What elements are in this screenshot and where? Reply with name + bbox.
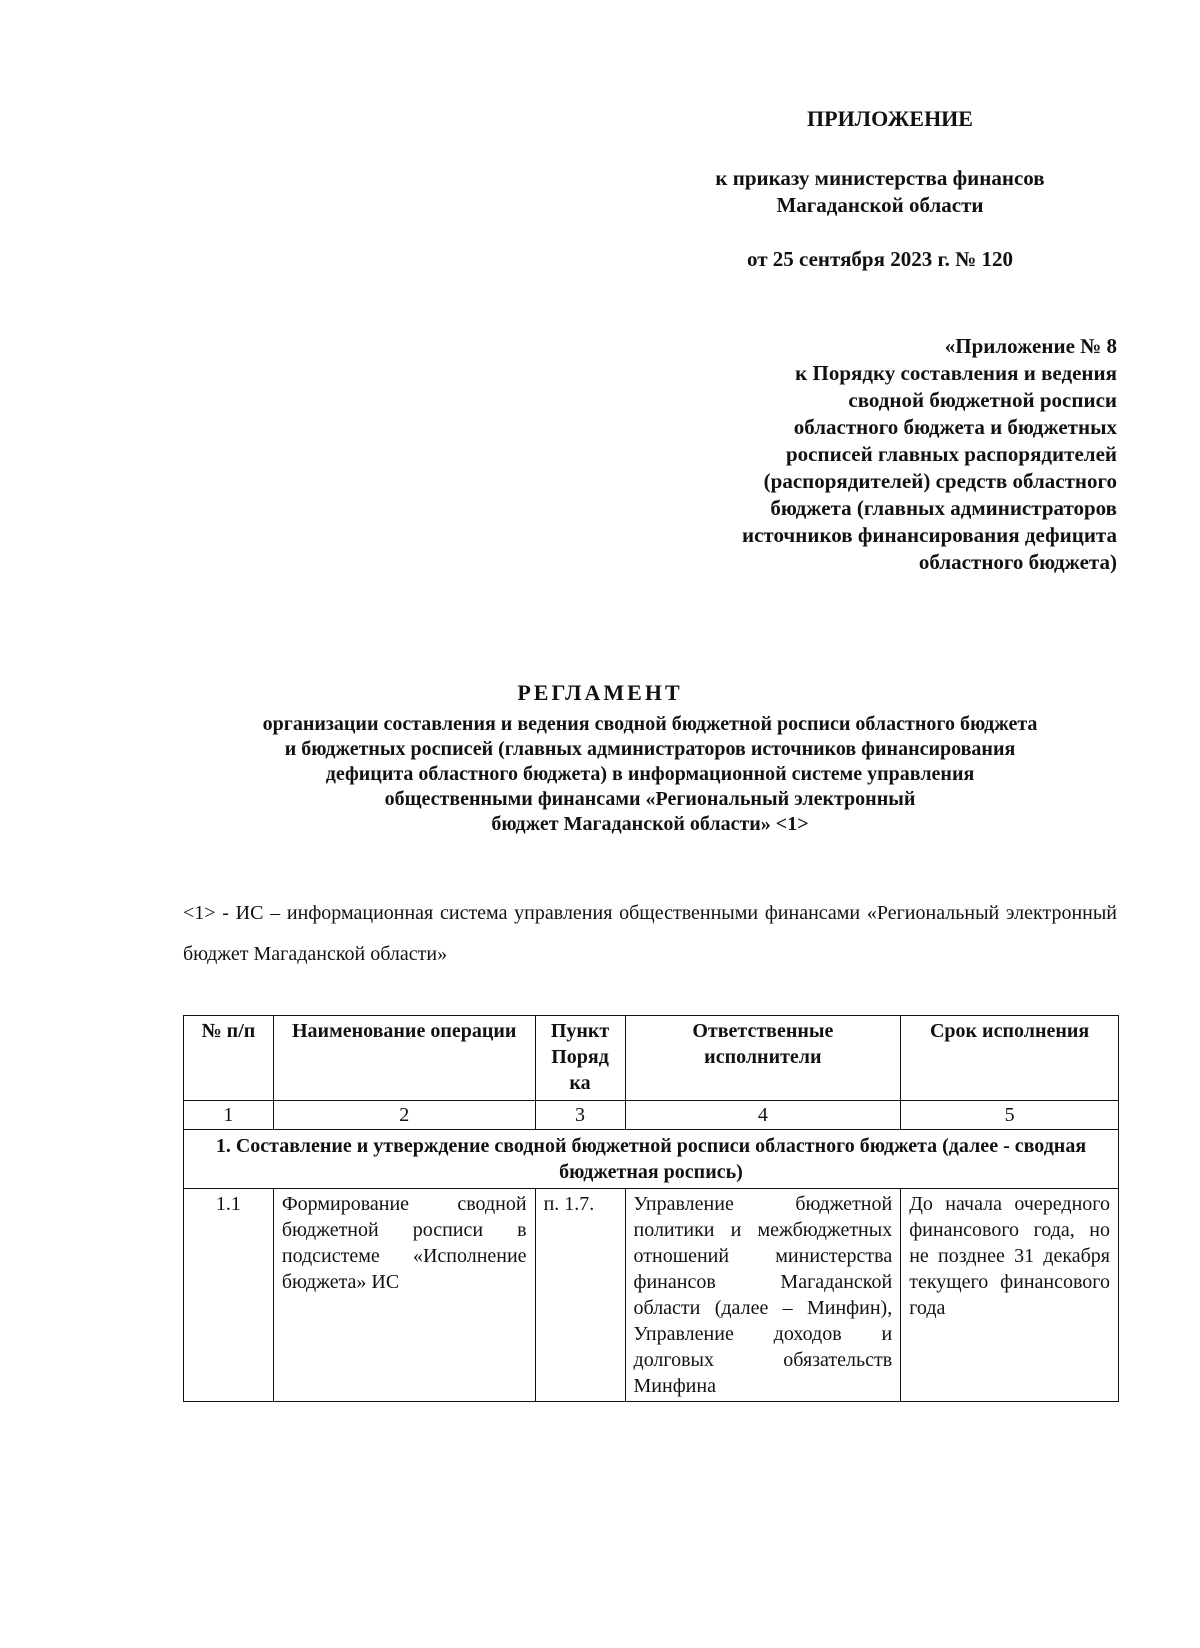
order-reference <box>660 165 1100 219</box>
section-title: 1. Составление и утверждение сводной бюджетной росписи областного бюджета (далее - сводная бюджетная роспись) <box>184 1130 1119 1189</box>
regulation-subtitle <box>170 712 1130 837</box>
header-number: № п/п <box>184 1016 274 1101</box>
header-operation: Наименование операции <box>273 1016 535 1101</box>
footnote: <1> - ИС – информационная система управления общественными финансами «Региональный электронный бюджет Магаданской области» <box>183 902 1117 965</box>
regulation-subtitle-line: бюджет Магаданской области» <1> <box>491 813 809 835</box>
header-deadline: Срок исполнения <box>901 1016 1119 1101</box>
appendix-8-line: к Порядку составления и ведения <box>795 361 1117 385</box>
column-number-row <box>184 1101 1119 1130</box>
order-date: от 25 сентября 2023 г. № 120 <box>747 247 1013 271</box>
table-header-row <box>184 1016 1119 1101</box>
order-line-1: к приказу министерства финансов <box>715 166 1045 190</box>
appendix-8-line: областного бюджета) <box>918 550 1117 574</box>
column-number: 2 <box>273 1101 535 1130</box>
appendix-8-line: источников финансирования дефицита <box>741 523 1117 547</box>
appendix-title: ПРИЛОЖЕНИЕ <box>807 106 973 131</box>
appendix-8-line: сводной бюджетной росписи <box>848 388 1117 412</box>
header-executors: Ответственные исполнители <box>625 1016 901 1101</box>
regulation-table <box>183 1015 1119 1402</box>
column-number: 3 <box>535 1101 625 1130</box>
section-row <box>184 1130 1119 1189</box>
regulation-subtitle-line: общественными финансами «Региональный электронный <box>384 788 916 810</box>
appendix-8-line: областного бюджета и бюджетных <box>793 415 1117 439</box>
regulation-subtitle-line: и бюджетных росписей (главных администраторов источников финансирования <box>284 738 1016 760</box>
appendix-8-line: «Приложение № 8 <box>944 334 1117 358</box>
row-clause: п. 1.7. <box>535 1189 625 1402</box>
header-clause: Пункт Поряд ка <box>535 1016 625 1101</box>
appendix-8-line: бюджета (главных администраторов <box>770 496 1117 520</box>
column-number: 5 <box>901 1101 1119 1130</box>
column-number: 4 <box>625 1101 901 1130</box>
regulation-title: РЕГЛАМЕНТ <box>517 680 683 705</box>
order-line-2: Магаданской области <box>776 193 984 217</box>
appendix-8-line: росписей главных распорядителей <box>786 442 1117 466</box>
row-number: 1.1 <box>184 1189 274 1402</box>
regulation-subtitle-line: организации составления и ведения сводной бюджетной росписи областного бюджета <box>262 713 1038 735</box>
row-executors: Управление бюджетной политики и межбюджетных отношений министерства финансов Магаданской области (далее – Минфин), Управление доходов и долговых обязательств Минфина <box>625 1189 901 1402</box>
table-row <box>184 1189 1119 1402</box>
row-operation: Формирование сводной бюджетной росписи в подсистеме «Исполнение бюджета» ИС <box>273 1189 535 1402</box>
appendix-8-block <box>657 333 1117 576</box>
regulation-subtitle-line: дефицита областного бюджета) в информационной системе управления <box>325 763 975 785</box>
column-number: 1 <box>184 1101 274 1130</box>
row-deadline: До начала очередного финансового года, но не позднее 31 декабря текущего финансового года <box>901 1189 1119 1402</box>
appendix-8-line: (распорядителей) средств областного <box>763 469 1117 493</box>
